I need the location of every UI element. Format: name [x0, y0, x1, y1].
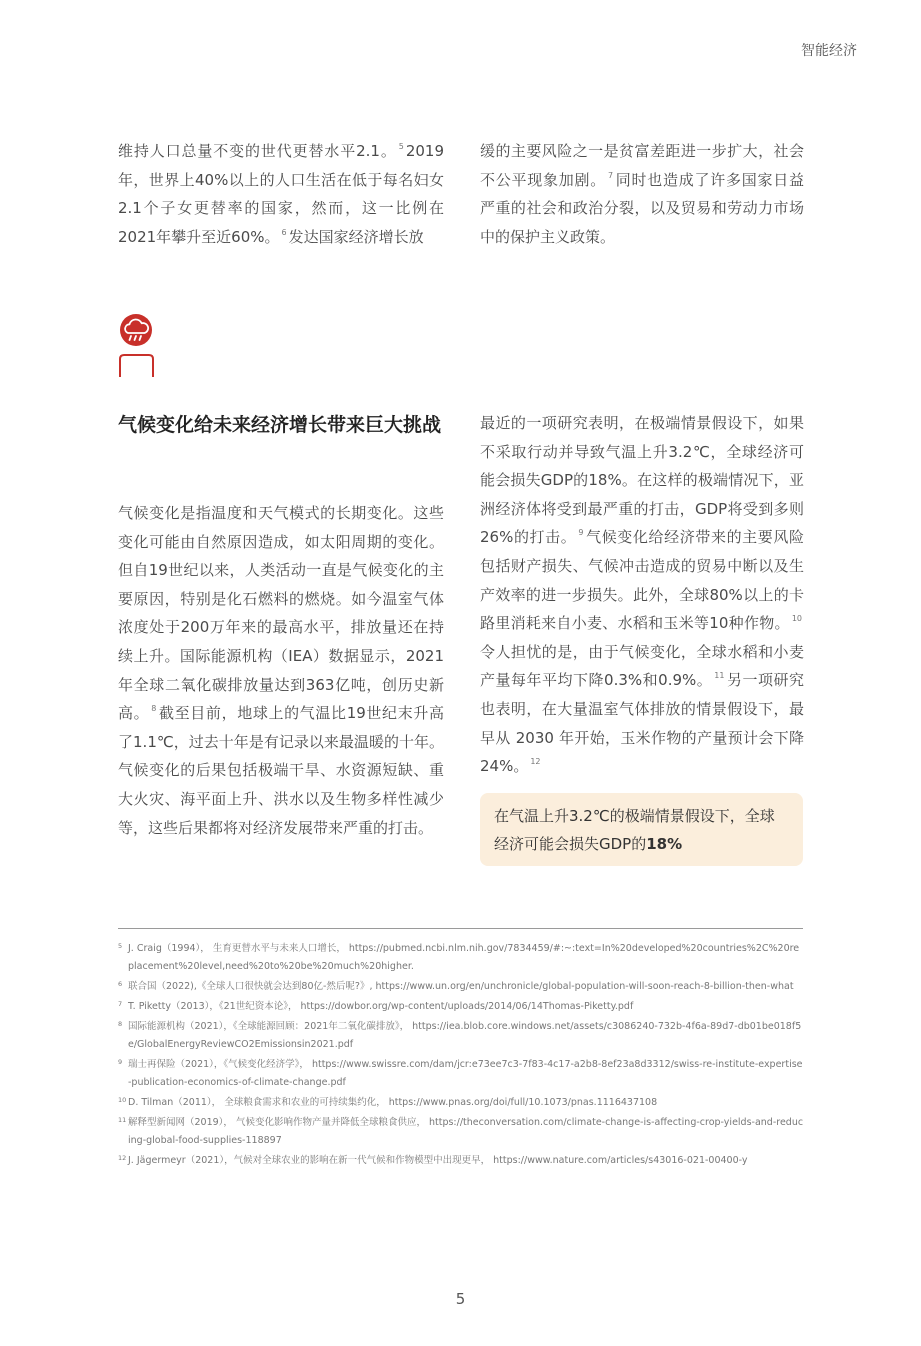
footnote	[118, 1056, 804, 1092]
footnote-number: 10	[118, 1096, 127, 1104]
footnote-text[interactable]: 瑞士再保险（2021），《气候变化经济学》， https://www.swissre.com/dam/jcr:e73ee7c3-7f83-4c17-a2b8-8ef23a8d3312/swiss-re-institute-expertise-publication-economics-of-climate-change.pdf	[128, 1059, 803, 1088]
footnote	[118, 978, 804, 996]
footnote-text[interactable]: J. Craig（1994）， 生育更替水平与未来人口增长， https://pubmed.ncbi.nlm.nih.gov/7834459/#:~:text=In%20developed%20countries%2C%20replacement%20level,need%20to%20be%20much%20higher.	[128, 943, 800, 972]
intro-paragraph-right	[480, 137, 804, 251]
footnote-number: 5	[118, 942, 123, 950]
cloud-rain-icon	[118, 313, 156, 379]
text-run: 气候变化给经济带来的主要风险包括财产损失、气候冲击造成的贸易中断以及生产效率的进一步损失。此外，全球80%以上的卡路里消耗来自小麦、水稻和玉米等10种作物。	[480, 528, 804, 633]
footnote-ref[interactable]: 7	[607, 170, 614, 180]
page-number: 5	[455, 1290, 466, 1308]
footnote	[118, 998, 804, 1016]
footnote-ref[interactable]: 8	[151, 704, 157, 714]
text-run: 2019年，世界上40%以上的人口生活在低于每名妇女2.1个子女更替率的国家，然而，这一比例在2021年攀升至近60%。	[118, 142, 444, 246]
footnote-number: 7	[118, 1000, 123, 1008]
text-run: 截至目前，地球上的气温比19世纪末升高了1.1℃，过去十年是有记录以来最温暖的十年。气候变化的后果包括极端干旱、水资源短缺、重大火灾、海平面上升、洪水以及生物多样性减少等，这些后果都将对经济发展带来严重的打击。	[118, 704, 444, 837]
footnote-ref[interactable]: 9	[578, 528, 584, 538]
footnote-text[interactable]: 联合国（2022),《全球人口很快就会达到80亿-然后呢?》, https://www.un.org/en/unchronicle/global-population-will-soon-reach-8-billion-then-what	[128, 981, 794, 992]
text-run: 发达国家经济增长放	[288, 227, 424, 246]
body-paragraph-left	[118, 499, 444, 842]
intro-paragraph-left	[118, 137, 444, 251]
footnote-ref[interactable]: 10	[791, 614, 802, 624]
callout-text: 在气温上升3.2℃的极端情景假设下，全球经济可能会损失GDP的	[494, 807, 775, 853]
text-run: 气候变化是指温度和天气模式的长期变化。这些变化可能由自然原因造成，如太阳周期的变化。但自19世纪以来，人类活动一直是气候变化的主要原因，特别是化石燃料的燃烧。如今温室气体浓度处于200万年来的最高水平，排放量还在持续上升。国际能源机构（IEA）数据显示，2021年全球二氧化碳排放量达到363亿吨，创历史新高。	[118, 504, 444, 723]
highlight-callout	[480, 793, 803, 866]
text-run: 维持人口总量不变的世代更替水平2.1。	[118, 142, 397, 160]
text-run: 缓的主要风险之一是贫富差距进一步扩大，社会不公平现象加剧。	[480, 142, 804, 189]
footnote	[118, 1114, 804, 1150]
footnote	[118, 940, 804, 976]
footnote-ref[interactable]: 6	[281, 227, 287, 237]
footnote	[118, 1018, 804, 1054]
text-run: 令人担忧的是，由于气候变化，全球水稻和小麦产量每年平均下降0.3%和0.9%。	[480, 642, 804, 690]
text-run: 另一项研究也表明，在大量温室气体排放的情景假设下，最早从 2030 年开始，玉米作物的产量预计会下降 24%。	[480, 671, 804, 776]
footnote-ref[interactable]: 12	[530, 757, 541, 767]
footnote-ref[interactable]: 5	[398, 142, 404, 151]
footnote-text[interactable]: 国际能源机构（2021），《全球能源回顾：2021年二氧化碳排放》， https://iea.blob.core.windows.net/assets/c3086240-732b-4f6a-89d7-db01be018f5e/GlobalEnergyReviewCO2Emissionsin2021.pdf	[128, 1021, 802, 1050]
text-run: 同时也造成了许多国家日益严重的社会和政治分裂，以及贸易和劳动力市场中的保护主义政策。	[480, 170, 804, 246]
callout-highlight: 18%	[646, 835, 683, 853]
section-title: 气候变化给未来经济增长带来巨大挑战	[118, 414, 442, 436]
footnote-list	[118, 940, 804, 1172]
footnote-text[interactable]: 解释型新闻网（2019）， 气候变化影响作物产量并降低全球粮食供应， https://theconversation.com/climate-change-is-affecting-crop-yields-and-reducing-global-food-supplies-118897	[128, 1117, 804, 1146]
footnote	[118, 1094, 804, 1112]
footnote	[118, 1152, 804, 1170]
footnote-text[interactable]: D. Tilman（2011）， 全球粮食需求和农业的可持续集约化， https://www.pnas.org/doi/full/10.1073/pnas.1116437108	[128, 1097, 658, 1108]
footnote-number: 6	[118, 980, 123, 988]
footnote-number: 9	[118, 1058, 123, 1066]
body-paragraph-right	[480, 409, 804, 781]
footnote-text[interactable]: T. Piketty（2013），《21世纪资本论》， https://dowbor.org/wp-content/uploads/2014/06/14Thomas-Piketty.pdf	[128, 1001, 634, 1012]
footnote-text[interactable]: J. Jägermeyr（2021），气候对全球农业的影响在新一代气候和作物模型中出现更早， https://www.nature.com/articles/s43016-021-00400-y	[128, 1155, 748, 1166]
footnote-number: 12	[118, 1154, 127, 1162]
footnote-number: 11	[118, 1116, 127, 1124]
footnote-ref[interactable]: 11	[714, 671, 725, 681]
header-title: 智能经济	[801, 43, 857, 59]
text-run: 最近的一项研究表明，在极端情景假设下，如果不采取行动并导致气温上升3.2℃，全球经济可能会损失GDP的18%。在这样的极端情况下，亚洲经济体将受到最严重的打击，GDP将受到多则26%的打击。	[480, 414, 804, 547]
footnote-divider	[118, 928, 803, 929]
footnote-number: 8	[118, 1020, 123, 1028]
